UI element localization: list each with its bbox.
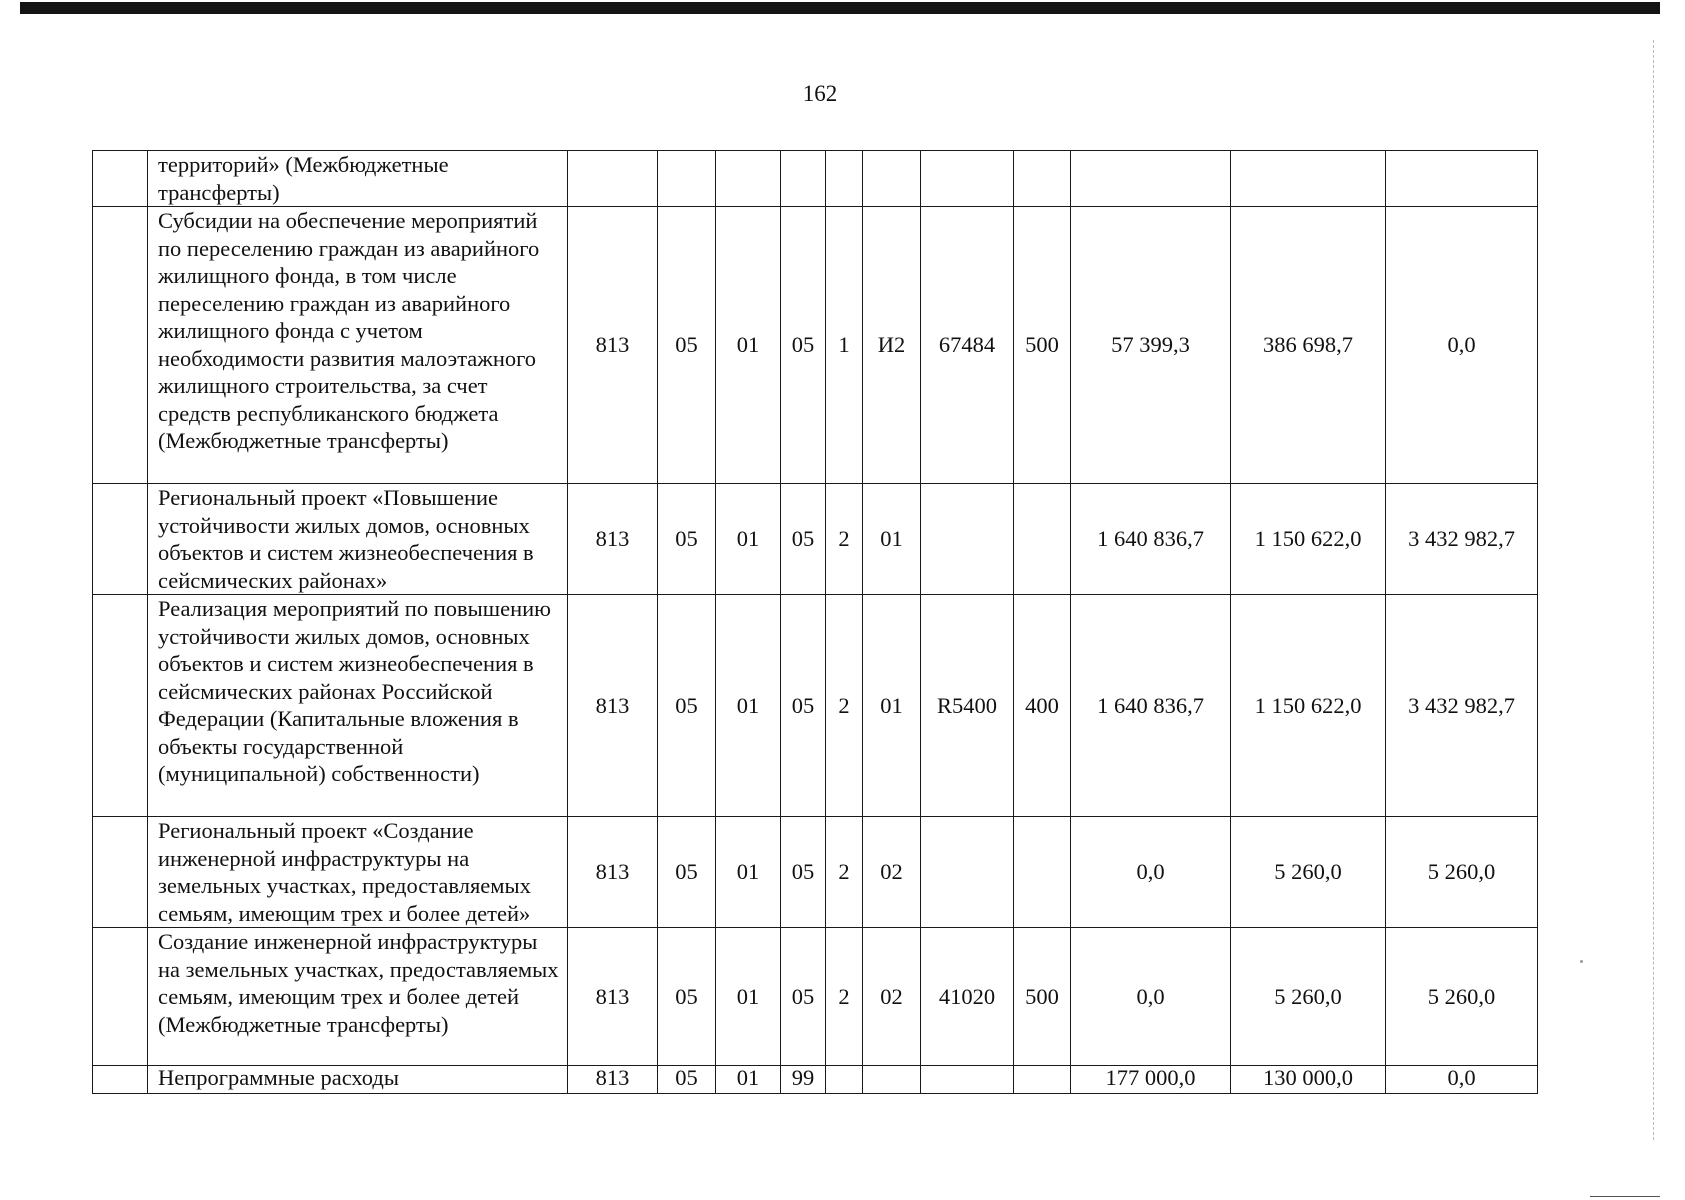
ved-code: 813 xyxy=(568,817,658,928)
subsection-code: 01 xyxy=(716,595,781,817)
row-description: Реализация мероприятий по повышению устойчивости жилых домов, основных объектов и систем жизнеобеспечения в сейсмических районах Российской Федерации (Капитальные вложения в объекты государственной (муниципальной) собственности) xyxy=(148,595,568,817)
subsection-code: 01 xyxy=(716,207,781,484)
amount-1: 1 640 836,7 xyxy=(1071,595,1231,817)
table-row xyxy=(93,817,1538,928)
row-marker-cell xyxy=(93,595,148,817)
scan-bottom-mark xyxy=(1590,1196,1660,1197)
amount-1: 1 640 836,7 xyxy=(1071,484,1231,595)
row-description: Региональный проект «Повышение устойчивости жилых домов, основных объектов и систем жизнеобеспечения в сейсмических районах» xyxy=(148,484,568,595)
target-code-part-4 xyxy=(921,151,1014,207)
table-row xyxy=(93,1066,1538,1094)
expense-type-code xyxy=(1014,151,1071,207)
scan-top-border xyxy=(20,2,1660,14)
table-row xyxy=(93,484,1538,595)
section-code: 05 xyxy=(658,207,716,484)
subsection-code: 01 xyxy=(716,1066,781,1094)
amount-1 xyxy=(1071,151,1231,207)
row-description: Создание инженерной инфраструктуры на земельных участках, предоставляемых семьям, имеющим трех и более детей (Межбюджетные трансферты) xyxy=(148,928,568,1066)
section-code: 05 xyxy=(658,928,716,1066)
target-code-part-1 xyxy=(781,151,826,207)
target-code-part-4: 67484 xyxy=(921,207,1014,484)
target-code-part-4 xyxy=(921,484,1014,595)
amount-3: 0,0 xyxy=(1386,207,1538,484)
table-row xyxy=(93,151,1538,207)
target-code-part-3: 01 xyxy=(863,595,921,817)
target-code-part-4: 41020 xyxy=(921,928,1014,1066)
amount-2: 5 260,0 xyxy=(1231,928,1386,1066)
row-marker-cell xyxy=(93,1066,148,1094)
target-code-part-3: 02 xyxy=(863,928,921,1066)
ved-code: 813 xyxy=(568,595,658,817)
subsection-code: 01 xyxy=(716,817,781,928)
target-code-part-1: 05 xyxy=(781,484,826,595)
row-marker-cell xyxy=(93,151,148,207)
ved-code: 813 xyxy=(568,484,658,595)
row-marker-cell xyxy=(93,484,148,595)
scan-edge-mark xyxy=(1653,40,1654,1140)
target-code-part-3 xyxy=(863,1066,921,1094)
row-description: Региональный проект «Создание инженерной инфраструктуры на земельных участках, предоставляемых семьям, имеющим трех и более детей» xyxy=(148,817,568,928)
section-code xyxy=(658,151,716,207)
amount-2: 1 150 622,0 xyxy=(1231,484,1386,595)
target-code-part-3 xyxy=(863,151,921,207)
table-row xyxy=(93,595,1538,817)
budget-table xyxy=(92,150,1538,1094)
subsection-code: 01 xyxy=(716,928,781,1066)
amount-1: 57 399,3 xyxy=(1071,207,1231,484)
row-description: Непрограммные расходы xyxy=(148,1066,568,1094)
target-code-part-4 xyxy=(921,817,1014,928)
ved-code: 813 xyxy=(568,207,658,484)
target-code-part-1: 99 xyxy=(781,1066,826,1094)
target-code-part-2: 1 xyxy=(826,207,863,484)
expense-type-code: 400 xyxy=(1014,595,1071,817)
amount-3 xyxy=(1386,151,1538,207)
target-code-part-2 xyxy=(826,1066,863,1094)
expense-type-code: 500 xyxy=(1014,928,1071,1066)
section-code: 05 xyxy=(658,595,716,817)
amount-3: 5 260,0 xyxy=(1386,928,1538,1066)
amount-1: 0,0 xyxy=(1071,817,1231,928)
amount-2 xyxy=(1231,151,1386,207)
amount-3: 3 432 982,7 xyxy=(1386,484,1538,595)
expense-type-code: 500 xyxy=(1014,207,1071,484)
target-code-part-3: 01 xyxy=(863,484,921,595)
expense-type-code xyxy=(1014,484,1071,595)
amount-2: 130 000,0 xyxy=(1231,1066,1386,1094)
table-row xyxy=(93,928,1538,1066)
row-description: Субсидии на обеспечение мероприятий по переселению граждан из аварийного жилищного фонда, в том числе переселению граждан из аварийного жилищного фонда с учетом необходимости развития малоэтажного жилищного строительства, за счет средств республиканского бюджета (Межбюджетные трансферты) xyxy=(148,207,568,484)
row-marker-cell xyxy=(93,207,148,484)
section-code: 05 xyxy=(658,817,716,928)
amount-2: 386 698,7 xyxy=(1231,207,1386,484)
ved-code xyxy=(568,151,658,207)
amount-2: 1 150 622,0 xyxy=(1231,595,1386,817)
target-code-part-4: R5400 xyxy=(921,595,1014,817)
target-code-part-1: 05 xyxy=(781,595,826,817)
amount-1: 177 000,0 xyxy=(1071,1066,1231,1094)
target-code-part-2 xyxy=(826,151,863,207)
amount-3: 0,0 xyxy=(1386,1066,1538,1094)
table-row xyxy=(93,207,1538,484)
expense-type-code xyxy=(1014,817,1071,928)
target-code-part-2: 2 xyxy=(826,595,863,817)
subsection-code: 01 xyxy=(716,484,781,595)
ved-code: 813 xyxy=(568,928,658,1066)
page-number: 162 xyxy=(802,81,838,106)
target-code-part-4 xyxy=(921,1066,1014,1094)
amount-3: 3 432 982,7 xyxy=(1386,595,1538,817)
subsection-code xyxy=(716,151,781,207)
ved-code: 813 xyxy=(568,1066,658,1094)
target-code-part-2: 2 xyxy=(826,484,863,595)
target-code-part-1: 05 xyxy=(781,928,826,1066)
target-code-part-3: И2 xyxy=(863,207,921,484)
target-code-part-1: 05 xyxy=(781,207,826,484)
target-code-part-2: 2 xyxy=(826,928,863,1066)
section-code: 05 xyxy=(658,1066,716,1094)
target-code-part-1: 05 xyxy=(781,817,826,928)
scan-speck xyxy=(1580,960,1583,963)
row-marker-cell xyxy=(93,817,148,928)
target-code-part-2: 2 xyxy=(826,817,863,928)
target-code-part-3: 02 xyxy=(863,817,921,928)
row-marker-cell xyxy=(93,928,148,1066)
expense-type-code xyxy=(1014,1066,1071,1094)
row-description: территорий» (Межбюджетные трансферты) xyxy=(148,151,568,207)
amount-1: 0,0 xyxy=(1071,928,1231,1066)
amount-3: 5 260,0 xyxy=(1386,817,1538,928)
section-code: 05 xyxy=(658,484,716,595)
amount-2: 5 260,0 xyxy=(1231,817,1386,928)
